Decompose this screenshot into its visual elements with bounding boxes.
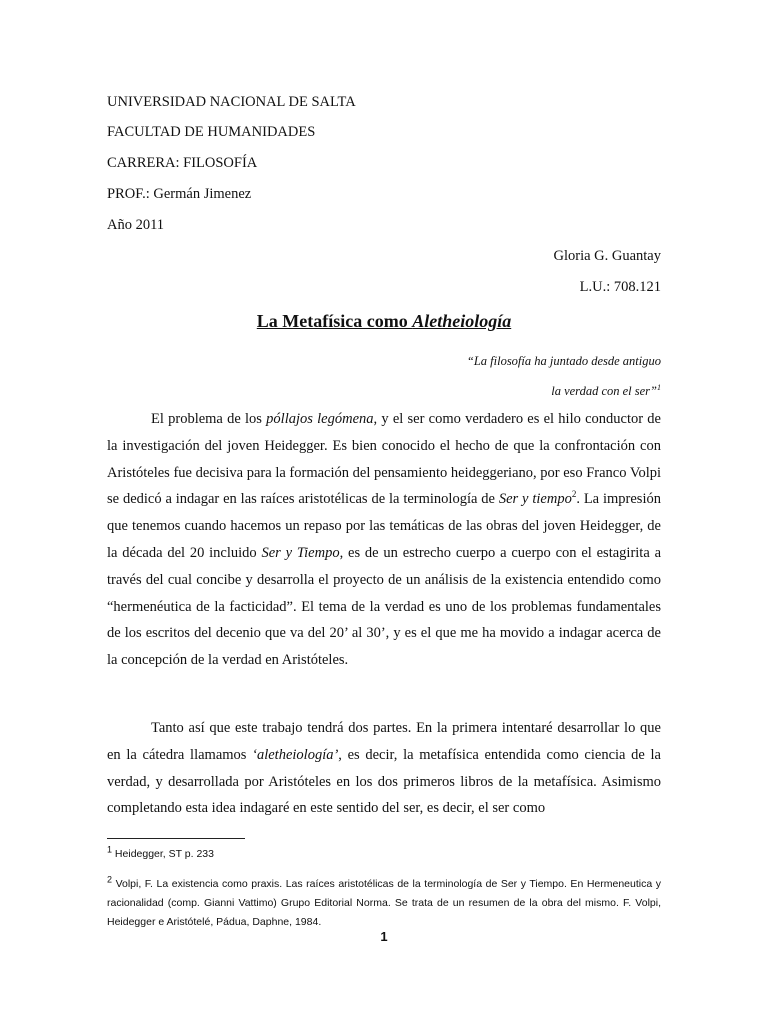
document-title [0, 309, 768, 333]
footnote-2-text: Volpi, F. La existencia como praxis. Las raíces aristotélicas de la terminología de Ser y Tiempo. En Hermeneutica y racionalidad (comp. Gianni Vattimo) Grupo Editorial Norma. Se trata de un resumen de la obra del mismo. F. Volpi, Heidegger e Aristótelé, Pádua, Daphne, 1984. [107, 878, 661, 928]
para1-part1: El problema de los [151, 411, 267, 427]
page-number: 1 [380, 929, 388, 944]
epigraph-line-2 [551, 380, 661, 399]
title-emphasis: Aletheiología [412, 311, 512, 331]
year-line: Año 2011 [107, 217, 165, 233]
para2-em1: ‘aletheiología’ [252, 746, 339, 763]
body-paragraph-2 [107, 715, 661, 822]
epigraph-line-2-text: la verdad con el ser” [551, 384, 657, 399]
para1-em1: póllajos legómena [266, 411, 374, 427]
para1-em3: Ser y Tiempo [261, 544, 340, 561]
epigraph-footnote-ref: 1 [657, 383, 661, 392]
body-paragraph-1 [107, 406, 661, 674]
professor-line: PROF.: Germán Jimenez [107, 186, 252, 202]
footnote-1-text: Heidegger, ST p. 233 [112, 848, 214, 860]
footnote-separator [107, 838, 245, 839]
university-line: UNIVERSIDAD NACIONAL DE SALTA [107, 94, 356, 110]
para1-part4: , es de un estrecho cuerpo a cuerpo con el estagirita a través del cual concibe y desarrolla el proyecto de un análisis de la existencia entendido como “hermenéutica de la facticidad”. El tema de la verdad es uno de los problemas fundamentales de los escritos del decenio que va del 20’ al 30’, y es el que me ha movido a indagar acerca de la concepción de la verdad en Aristóteles. [107, 544, 662, 669]
para1-part3: . La impresión que tenemos cuando hacemos un repaso por las temáticas de las obras del joven Heidegger, de la década del 20 incluido [107, 491, 661, 561]
author-name: Gloria G. Guantay [553, 248, 661, 264]
faculty-line: FACULTAD DE HUMANIDADES [107, 124, 316, 140]
footnote-2 [107, 875, 661, 932]
footnote-2-number: 2 [107, 874, 113, 885]
career-line: CARRERA: FILOSOFÍA [107, 155, 258, 171]
footnote-1-number: 1 [107, 844, 113, 855]
para1-part2: , y el ser como verdadero es el hilo conductor de la investigación del joven Heidegger. Es bien conocido el hecho de que la confrontación con Aristóteles fue decisiva para la formación del pensamiento heideggeriano, por eso Franco Volpi se dedicó a indagar en las raíces aristotélicas de la terminología de [107, 411, 661, 508]
student-id: L.U.: 708.121 [579, 279, 661, 295]
para1-footnote-ref: 2 [571, 489, 577, 500]
para2-part2: , es decir, la metafísica entendida como ciencia de la verdad, y desarrollada por Aristóteles en los dos primeros libros de la metafísica. Asimismo completando esta idea indagaré en este sentido del ser, es decir, el ser como [107, 746, 661, 817]
title-main: La Metafísica como [256, 311, 413, 331]
para2-part1: Tanto así que este trabajo tendrá dos partes. En la primera intentaré desarrollar lo que en la cátedra llamamos [107, 720, 661, 763]
para1-em2: Ser y tiempo [498, 491, 572, 508]
footnote-1 [107, 845, 661, 864]
epigraph-line-1: “La filosofía ha juntado desde antiguo [466, 354, 661, 368]
